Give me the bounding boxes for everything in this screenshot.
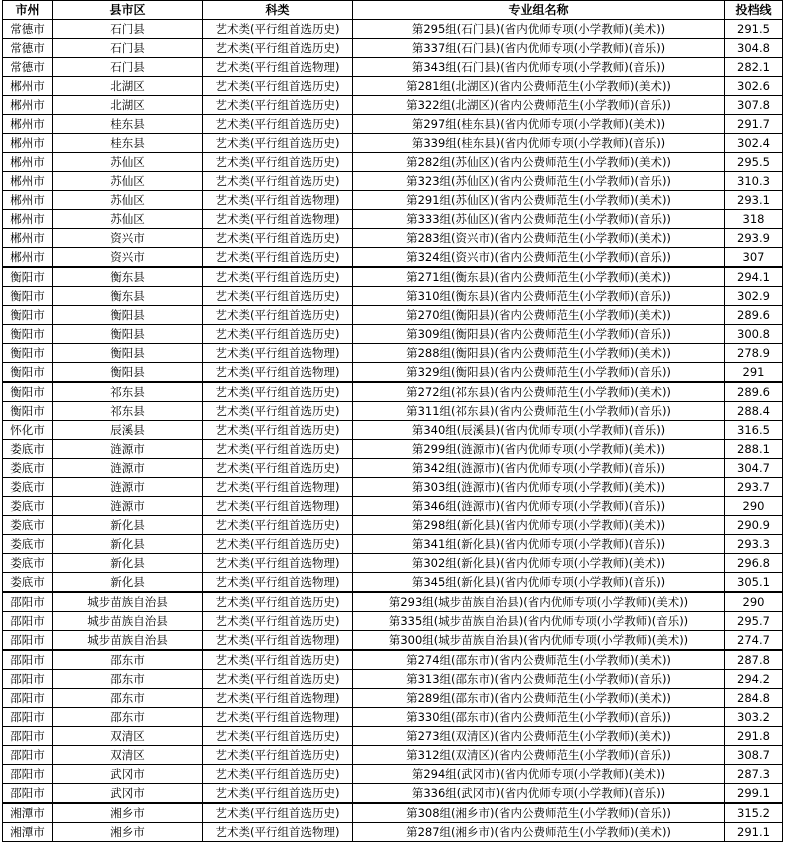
county-cell: 桂东县 [53,115,203,134]
group-name-cell: 第335组(城步苗族自治县)(省内优师专项(小学教师)(音乐)) [353,612,725,631]
county-cell: 双清区 [53,727,203,746]
table-row [3,784,783,804]
table-row [3,689,783,708]
category-cell: 艺术类(平行组首选历史) [203,172,353,191]
county-cell: 资兴市 [53,248,203,268]
city-cell: 邵阳市 [3,631,53,651]
city-cell: 邵阳市 [3,612,53,631]
header-city: 市州 [3,1,53,20]
table-row [3,497,783,516]
city-cell: 娄底市 [3,478,53,497]
city-cell: 湘潭市 [3,823,53,842]
table-row [3,746,783,765]
table-row [3,421,783,440]
cutoff-score-cell: 305.1 [725,573,783,593]
city-cell: 郴州市 [3,229,53,248]
cutoff-score-cell: 287.3 [725,765,783,784]
category-cell: 艺术类(平行组首选历史) [203,325,353,344]
admission-score-sheet [2,0,783,842]
cutoff-score-cell: 316.5 [725,421,783,440]
cutoff-score-cell: 308.7 [725,746,783,765]
city-cell: 邵阳市 [3,727,53,746]
county-cell: 邵东市 [53,670,203,689]
cutoff-score-cell: 278.9 [725,344,783,363]
county-cell: 邵东市 [53,708,203,727]
table-row [3,708,783,727]
group-name-cell: 第312组(双清区)(省内公费师范生(小学教师)(音乐)) [353,746,725,765]
county-cell: 涟源市 [53,440,203,459]
cutoff-score-cell: 293.3 [725,535,783,554]
category-cell: 艺术类(平行组首选物理) [203,478,353,497]
cutoff-score-cell: 291.1 [725,823,783,842]
cutoff-score-cell: 300.8 [725,325,783,344]
group-name-cell: 第340组(辰溪县)(省内优师专项(小学教师)(音乐)) [353,421,725,440]
county-cell: 衡阳县 [53,325,203,344]
county-cell: 祁东县 [53,382,203,402]
table-row [3,650,783,670]
county-cell: 新化县 [53,535,203,554]
group-name-cell: 第329组(衡阳县)(省内公费师范生(小学教师)(音乐)) [353,363,725,383]
table-row [3,823,783,842]
city-cell: 衡阳市 [3,325,53,344]
group-name-cell: 第324组(资兴市)(省内公费师范生(小学教师)(音乐)) [353,248,725,268]
group-name-cell: 第274组(邵东市)(省内公费师范生(小学教师)(美术)) [353,650,725,670]
category-cell: 艺术类(平行组首选历史) [203,402,353,421]
category-cell: 艺术类(平行组首选物理) [203,573,353,593]
score-table [2,0,783,842]
category-cell: 艺术类(平行组首选历史) [203,784,353,804]
county-cell: 石门县 [53,20,203,39]
group-name-cell: 第297组(桂东县)(省内优师专项(小学教师)(美术)) [353,115,725,134]
city-cell: 衡阳市 [3,344,53,363]
group-name-cell: 第341组(新化县)(省内优师专项(小学教师)(音乐)) [353,535,725,554]
city-cell: 邵阳市 [3,765,53,784]
group-name-cell: 第289组(邵东市)(省内公费师范生(小学教师)(美术)) [353,689,725,708]
table-row [3,803,783,823]
county-cell: 邵东市 [53,650,203,670]
city-cell: 娄底市 [3,459,53,478]
group-name-cell: 第311组(祁东县)(省内公费师范生(小学教师)(音乐)) [353,402,725,421]
city-cell: 邵阳市 [3,670,53,689]
table-row [3,402,783,421]
county-cell: 湘乡市 [53,823,203,842]
group-name-cell: 第281组(北湖区)(省内公费师范生(小学教师)(美术)) [353,77,725,96]
county-cell: 桂东县 [53,134,203,153]
city-cell: 娄底市 [3,497,53,516]
city-cell: 湘潭市 [3,803,53,823]
city-cell: 衡阳市 [3,267,53,287]
city-cell: 衡阳市 [3,363,53,383]
county-cell: 苏仙区 [53,210,203,229]
cutoff-score-cell: 304.7 [725,459,783,478]
table-row [3,516,783,535]
category-cell: 艺术类(平行组首选历史) [203,612,353,631]
group-name-cell: 第342组(涟源市)(省内优师专项(小学教师)(音乐)) [353,459,725,478]
category-cell: 艺术类(平行组首选历史) [203,267,353,287]
cutoff-score-cell: 302.9 [725,287,783,306]
table-row [3,172,783,191]
city-cell: 衡阳市 [3,382,53,402]
group-name-cell: 第273组(双清区)(省内公费师范生(小学教师)(美术)) [353,727,725,746]
group-name-cell: 第330组(邵东市)(省内公费师范生(小学教师)(音乐)) [353,708,725,727]
group-name-cell: 第288组(衡阳县)(省内公费师范生(小学教师)(美术)) [353,344,725,363]
city-cell: 衡阳市 [3,306,53,325]
county-cell: 新化县 [53,573,203,593]
table-row [3,459,783,478]
category-cell: 艺术类(平行组首选历史) [203,287,353,306]
group-name-cell: 第308组(湘乡市)(省内公费师范生(小学教师)(音乐)) [353,803,725,823]
group-name-cell: 第295组(石门县)(省内优师专项(小学教师)(美术)) [353,20,725,39]
city-cell: 衡阳市 [3,287,53,306]
cutoff-score-cell: 302.4 [725,134,783,153]
table-row [3,363,783,383]
city-cell: 郴州市 [3,172,53,191]
cutoff-score-cell: 293.9 [725,229,783,248]
city-cell: 郴州市 [3,248,53,268]
city-cell: 郴州市 [3,153,53,172]
group-name-cell: 第294组(武冈市)(省内优师专项(小学教师)(美术)) [353,765,725,784]
cutoff-score-cell: 288.4 [725,402,783,421]
category-cell: 艺术类(平行组首选历史) [203,39,353,58]
cutoff-score-cell: 295.5 [725,153,783,172]
category-cell: 艺术类(平行组首选历史) [203,153,353,172]
table-row [3,77,783,96]
cutoff-score-cell: 294.1 [725,267,783,287]
group-name-cell: 第299组(涟源市)(省内优师专项(小学教师)(美术)) [353,440,725,459]
group-name-cell: 第298组(新化县)(省内优师专项(小学教师)(美术)) [353,516,725,535]
cutoff-score-cell: 289.6 [725,306,783,325]
table-row [3,592,783,612]
category-cell: 艺术类(平行组首选物理) [203,689,353,708]
cutoff-score-cell: 315.2 [725,803,783,823]
cutoff-score-cell: 293.7 [725,478,783,497]
group-name-cell: 第283组(资兴市)(省内公费师范生(小学教师)(美术)) [353,229,725,248]
group-name-cell: 第339组(桂东县)(省内优师专项(小学教师)(音乐)) [353,134,725,153]
city-cell: 邵阳市 [3,650,53,670]
county-cell: 武冈市 [53,784,203,804]
cutoff-score-cell: 291.7 [725,115,783,134]
cutoff-score-cell: 307.8 [725,96,783,115]
table-row [3,248,783,268]
table-row [3,344,783,363]
cutoff-score-cell: 310.3 [725,172,783,191]
category-cell: 艺术类(平行组首选物理) [203,708,353,727]
category-cell: 艺术类(平行组首选历史) [203,516,353,535]
category-cell: 艺术类(平行组首选历史) [203,306,353,325]
cutoff-score-cell: 282.1 [725,58,783,77]
group-name-cell: 第271组(衡东县)(省内公费师范生(小学教师)(美术)) [353,267,725,287]
category-cell: 艺术类(平行组首选历史) [203,229,353,248]
header-group-name: 专业组名称 [353,1,725,20]
table-row [3,631,783,651]
category-cell: 艺术类(平行组首选物理) [203,58,353,77]
table-row [3,325,783,344]
table-row [3,191,783,210]
county-cell: 辰溪县 [53,421,203,440]
category-cell: 艺术类(平行组首选历史) [203,96,353,115]
cutoff-score-cell: 295.7 [725,612,783,631]
category-cell: 艺术类(平行组首选历史) [203,765,353,784]
county-cell: 苏仙区 [53,153,203,172]
group-name-cell: 第302组(新化县)(省内优师专项(小学教师)(美术)) [353,554,725,573]
category-cell: 艺术类(平行组首选物理) [203,210,353,229]
table-row [3,229,783,248]
category-cell: 艺术类(平行组首选历史) [203,650,353,670]
city-cell: 娄底市 [3,516,53,535]
county-cell: 涟源市 [53,478,203,497]
category-cell: 艺术类(平行组首选历史) [203,20,353,39]
cutoff-score-cell: 291.5 [725,20,783,39]
table-row [3,765,783,784]
table-row [3,96,783,115]
group-name-cell: 第270组(衡阳县)(省内公费师范生(小学教师)(美术)) [353,306,725,325]
group-name-cell: 第310组(衡东县)(省内公费师范生(小学教师)(音乐)) [353,287,725,306]
county-cell: 城步苗族自治县 [53,592,203,612]
county-cell: 新化县 [53,516,203,535]
group-name-cell: 第287组(湘乡市)(省内公费师范生(小学教师)(美术)) [353,823,725,842]
group-name-cell: 第282组(苏仙区)(省内公费师范生(小学教师)(美术)) [353,153,725,172]
city-cell: 郴州市 [3,134,53,153]
group-name-cell: 第303组(涟源市)(省内优师专项(小学教师)(美术)) [353,478,725,497]
table-row [3,115,783,134]
county-cell: 石门县 [53,58,203,77]
group-name-cell: 第323组(苏仙区)(省内公费师范生(小学教师)(音乐)) [353,172,725,191]
table-row [3,440,783,459]
county-cell: 北湖区 [53,77,203,96]
category-cell: 艺术类(平行组首选历史) [203,382,353,402]
cutoff-score-cell: 291 [725,363,783,383]
category-cell: 艺术类(平行组首选历史) [203,459,353,478]
category-cell: 艺术类(平行组首选物理) [203,344,353,363]
city-cell: 常德市 [3,58,53,77]
table-row [3,612,783,631]
county-cell: 衡阳县 [53,363,203,383]
category-cell: 艺术类(平行组首选历史) [203,440,353,459]
city-cell: 邵阳市 [3,592,53,612]
category-cell: 艺术类(平行组首选物理) [203,363,353,383]
county-cell: 祁东县 [53,402,203,421]
city-cell: 郴州市 [3,96,53,115]
category-cell: 艺术类(平行组首选历史) [203,77,353,96]
header-category: 科类 [203,1,353,20]
county-cell: 衡东县 [53,287,203,306]
city-cell: 常德市 [3,39,53,58]
cutoff-score-cell: 284.8 [725,689,783,708]
county-cell: 涟源市 [53,497,203,516]
cutoff-score-cell: 302.6 [725,77,783,96]
city-cell: 娄底市 [3,535,53,554]
table-row [3,287,783,306]
county-cell: 湘乡市 [53,803,203,823]
county-cell: 苏仙区 [53,191,203,210]
category-cell: 艺术类(平行组首选历史) [203,115,353,134]
category-cell: 艺术类(平行组首选历史) [203,727,353,746]
county-cell: 双清区 [53,746,203,765]
table-row [3,20,783,39]
group-name-cell: 第309组(衡阳县)(省内公费师范生(小学教师)(音乐)) [353,325,725,344]
group-name-cell: 第272组(祁东县)(省内公费师范生(小学教师)(美术)) [353,382,725,402]
cutoff-score-cell: 318 [725,210,783,229]
group-name-cell: 第346组(涟源市)(省内优师专项(小学教师)(音乐)) [353,497,725,516]
table-row [3,39,783,58]
table-row [3,153,783,172]
county-cell: 资兴市 [53,229,203,248]
cutoff-score-cell: 288.1 [725,440,783,459]
table-row [3,134,783,153]
table-row [3,382,783,402]
county-cell: 城步苗族自治县 [53,612,203,631]
cutoff-score-cell: 290.9 [725,516,783,535]
city-cell: 怀化市 [3,421,53,440]
county-cell: 衡东县 [53,267,203,287]
cutoff-score-cell: 303.2 [725,708,783,727]
header-cutoff-score: 投档线 [725,1,783,20]
city-cell: 衡阳市 [3,402,53,421]
county-cell: 衡阳县 [53,306,203,325]
category-cell: 艺术类(平行组首选历史) [203,592,353,612]
county-cell: 苏仙区 [53,172,203,191]
group-name-cell: 第313组(邵东市)(省内公费师范生(小学教师)(音乐)) [353,670,725,689]
group-name-cell: 第291组(苏仙区)(省内公费师范生(小学教师)(美术)) [353,191,725,210]
table-row [3,535,783,554]
category-cell: 艺术类(平行组首选历史) [203,746,353,765]
city-cell: 郴州市 [3,210,53,229]
group-name-cell: 第343组(石门县)(省内优师专项(小学教师)(音乐)) [353,58,725,77]
city-cell: 娄底市 [3,573,53,593]
cutoff-score-cell: 307 [725,248,783,268]
cutoff-score-cell: 304.8 [725,39,783,58]
cutoff-score-cell: 291.8 [725,727,783,746]
cutoff-score-cell: 294.2 [725,670,783,689]
category-cell: 艺术类(平行组首选历史) [203,535,353,554]
group-name-cell: 第336组(武冈市)(省内优师专项(小学教师)(音乐)) [353,784,725,804]
table-row [3,670,783,689]
county-cell: 北湖区 [53,96,203,115]
county-cell: 武冈市 [53,765,203,784]
category-cell: 艺术类(平行组首选物理) [203,497,353,516]
cutoff-score-cell: 296.8 [725,554,783,573]
header-row [3,1,783,20]
city-cell: 郴州市 [3,115,53,134]
category-cell: 艺术类(平行组首选历史) [203,134,353,153]
category-cell: 艺术类(平行组首选历史) [203,421,353,440]
city-cell: 邵阳市 [3,689,53,708]
table-row [3,210,783,229]
county-cell: 涟源市 [53,459,203,478]
category-cell: 艺术类(平行组首选历史) [203,803,353,823]
county-cell: 新化县 [53,554,203,573]
county-cell: 石门县 [53,39,203,58]
table-row [3,478,783,497]
cutoff-score-cell: 290 [725,592,783,612]
table-row [3,58,783,77]
category-cell: 艺术类(平行组首选物理) [203,631,353,651]
city-cell: 邵阳市 [3,746,53,765]
category-cell: 艺术类(平行组首选历史) [203,248,353,268]
category-cell: 艺术类(平行组首选物理) [203,554,353,573]
city-cell: 娄底市 [3,440,53,459]
group-name-cell: 第345组(新化县)(省内优师专项(小学教师)(音乐)) [353,573,725,593]
cutoff-score-cell: 274.7 [725,631,783,651]
county-cell: 城步苗族自治县 [53,631,203,651]
table-row [3,727,783,746]
city-cell: 常德市 [3,20,53,39]
table-row [3,306,783,325]
city-cell: 邵阳市 [3,784,53,804]
county-cell: 衡阳县 [53,344,203,363]
city-cell: 郴州市 [3,77,53,96]
table-row [3,573,783,593]
city-cell: 娄底市 [3,554,53,573]
city-cell: 郴州市 [3,191,53,210]
group-name-cell: 第293组(城步苗族自治县)(省内优师专项(小学教师)(美术)) [353,592,725,612]
cutoff-score-cell: 299.1 [725,784,783,804]
category-cell: 艺术类(平行组首选历史) [203,670,353,689]
group-name-cell: 第333组(苏仙区)(省内公费师范生(小学教师)(音乐)) [353,210,725,229]
cutoff-score-cell: 287.8 [725,650,783,670]
group-name-cell: 第300组(城步苗族自治县)(省内优师专项(小学教师)(美术)) [353,631,725,651]
county-cell: 邵东市 [53,689,203,708]
table-row [3,554,783,573]
table-row [3,267,783,287]
category-cell: 艺术类(平行组首选物理) [203,823,353,842]
city-cell: 邵阳市 [3,708,53,727]
header-county: 县市区 [53,1,203,20]
group-name-cell: 第322组(北湖区)(省内公费师范生(小学教师)(音乐)) [353,96,725,115]
category-cell: 艺术类(平行组首选物理) [203,191,353,210]
cutoff-score-cell: 289.6 [725,382,783,402]
group-name-cell: 第337组(石门县)(省内优师专项(小学教师)(音乐)) [353,39,725,58]
table-body [3,20,783,842]
cutoff-score-cell: 293.1 [725,191,783,210]
cutoff-score-cell: 290 [725,497,783,516]
